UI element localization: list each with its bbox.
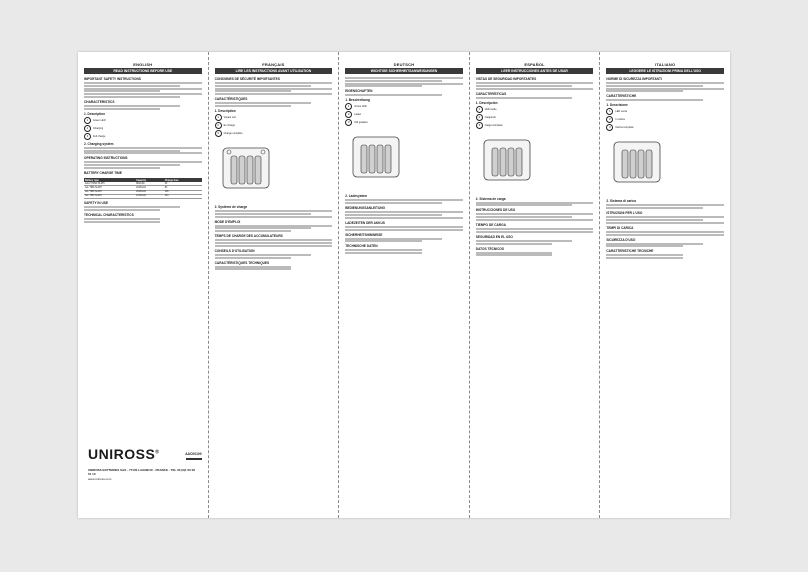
column-french <box>209 52 340 518</box>
charger-illustration <box>476 134 538 186</box>
step-item: 1 Voyant vert <box>215 114 333 121</box>
charger-illustration <box>215 142 277 194</box>
text-line <box>84 206 180 208</box>
title-bar: LEER INSTRUCCIONES ANTES DE USAR <box>476 68 594 74</box>
text-line <box>84 108 160 110</box>
text-line <box>345 217 463 219</box>
step-number-icon: 1 <box>476 106 483 113</box>
text-line <box>215 102 311 104</box>
text-line <box>606 207 702 209</box>
title-bar: LEGGERE LE ISTRUZIONI PRIMA DELL'USO <box>606 68 724 74</box>
section-heading: NORME DI SICUREZZA IMPORTANTI <box>606 77 662 81</box>
text-line <box>84 167 160 169</box>
section-heading: CARATTERISTICHE <box>606 94 637 99</box>
text-line <box>345 226 463 228</box>
text-line <box>215 213 311 215</box>
section-heading: SEGURIDAD EN EL USO <box>475 234 513 239</box>
step-number-icon: 1 <box>215 114 222 121</box>
text-line <box>84 147 202 149</box>
step-item: 2 En charge <box>215 122 333 129</box>
section-heading: LADEZEITEN DER AKKUS <box>345 220 385 225</box>
text-line <box>476 231 594 233</box>
text-line <box>345 202 441 204</box>
text-line <box>215 82 333 84</box>
step-item: 3 Carica completa <box>606 124 724 131</box>
text-line <box>345 85 421 87</box>
text-line <box>215 105 291 107</box>
section-heading: CARATTERISTICHE TECNICHE <box>606 249 654 254</box>
column-italian <box>600 52 730 518</box>
text-line <box>215 225 333 227</box>
section-heading: OPERATING INSTRUCTIONS <box>84 156 128 161</box>
text-line <box>606 219 702 221</box>
text-line <box>84 105 180 107</box>
section-heading: SAFETY IN USE <box>84 200 109 205</box>
step-number-icon: 3 <box>215 130 222 137</box>
text-line <box>345 249 421 251</box>
text-line <box>476 219 594 221</box>
text-line <box>476 252 552 254</box>
text-line <box>84 150 180 152</box>
step-number-icon: 3 <box>476 122 483 129</box>
step-item: 1 LED verde <box>476 106 594 113</box>
text-line <box>84 152 202 154</box>
step-item: 1 Green LED <box>84 117 202 124</box>
text-line <box>215 88 333 90</box>
text-line <box>215 93 333 95</box>
text-line <box>215 227 311 229</box>
text-line <box>606 254 682 256</box>
text-line <box>476 85 572 87</box>
text-line <box>215 90 291 92</box>
text-line <box>606 204 724 206</box>
text-line <box>606 257 682 259</box>
text-line <box>345 199 463 201</box>
text-line <box>606 231 724 233</box>
charger-illustration <box>606 136 668 188</box>
step-item: 3 Full charge <box>84 133 202 140</box>
language-label: DEUTSCH <box>393 62 415 67</box>
text-line <box>345 238 441 240</box>
text-line <box>476 243 552 245</box>
text-line <box>345 80 441 82</box>
text-line <box>215 266 291 268</box>
table-row: AA / HR6 Ni-MH 2100mAh 8h <box>84 186 202 190</box>
text-line <box>345 252 421 254</box>
text-line <box>476 240 572 242</box>
brand-logo: UNIROSS® <box>88 446 160 462</box>
text-line <box>84 96 180 98</box>
text-line <box>606 216 724 218</box>
company-address: UNIROSS BATTERIES SAS · 77100 LAGNEUX - FRANCE · TEL 33 (0)1 60 09 51 13 <box>88 468 195 476</box>
section-heading: TEMPS DE CHARGE DES ACCUMULATEURS <box>214 234 283 239</box>
text-line <box>215 239 333 241</box>
company-website: www.uniross.com <box>88 477 112 481</box>
text-line <box>84 218 160 220</box>
text-line <box>215 257 291 259</box>
text-line <box>606 90 682 92</box>
section-heading: 2. Sistema de carga <box>475 196 506 201</box>
section-heading: CARACTÉRISTIQUES <box>214 97 248 102</box>
step-item: 1 LED verde <box>606 108 724 115</box>
section-heading: 2. Charging system <box>84 141 114 146</box>
section-heading: SICUREZZA D'USO <box>606 237 636 242</box>
text-line <box>345 214 441 216</box>
title-bar: LIRE LES INSTRUCTIONS AVANT UTILISATION <box>215 68 333 74</box>
text-line <box>84 88 202 90</box>
step-number-icon: 2 <box>345 111 352 118</box>
step-item: 2 Cargando <box>476 114 594 121</box>
step-item: 3 Charge complète <box>215 130 333 137</box>
section-heading: 1. Description <box>84 111 106 116</box>
text-line <box>476 97 572 99</box>
text-line <box>84 82 202 84</box>
title-bar: WICHTIGE SICHERHEITSANWEISUNGEN <box>345 68 463 74</box>
section-heading: CARACTERÍSTICAS <box>475 91 507 96</box>
step-item: 1 Grüne LED <box>345 103 463 110</box>
text-line <box>606 222 724 224</box>
section-heading: CONSEILS D'UTILISATION <box>214 248 255 253</box>
text-line <box>476 216 572 218</box>
text-line <box>84 164 180 166</box>
section-heading: ISTRUZIONI PER L'USO <box>606 211 643 216</box>
text-line <box>215 254 311 256</box>
section-heading: BEDIENUNGSANLEITUNG <box>345 206 386 211</box>
section-heading: 2. Système de charge <box>214 204 248 209</box>
text-line <box>345 94 441 96</box>
text-line <box>215 245 333 247</box>
section-heading: CARACTÉRISTIQUES TECHNIQUES <box>214 260 270 265</box>
text-line <box>84 221 160 223</box>
text-line <box>606 85 702 87</box>
text-line <box>84 90 160 92</box>
text-line <box>476 82 594 84</box>
step-number-icon: 2 <box>215 122 222 129</box>
section-heading: 2. Sistema di carica <box>606 199 636 204</box>
text-line <box>345 83 463 85</box>
barcode-stamp <box>186 458 202 460</box>
instruction-leaflet <box>78 52 730 518</box>
text-line <box>345 240 421 242</box>
step-number-icon: 2 <box>84 125 91 132</box>
column-english <box>78 52 209 518</box>
language-label: ENGLISH <box>133 62 153 67</box>
step-item: 3 Carga completa <box>476 122 594 129</box>
section-heading: MODE D'EMPLOI <box>214 219 241 224</box>
language-label: ITALIANO <box>655 62 676 67</box>
section-heading: VISTAS DE SEGURIDAD IMPORTANTES <box>475 77 537 81</box>
table-row: AA / HR6 Ni-MH 2700mAh 11h <box>84 194 202 198</box>
text-line <box>476 228 594 230</box>
text-line <box>84 161 202 163</box>
text-line <box>606 234 724 236</box>
column-spanish <box>470 52 601 518</box>
section-heading: 1. Description <box>214 108 236 113</box>
text-line <box>606 243 702 245</box>
section-heading: INSTRUCCIONES DE USO <box>475 208 516 213</box>
step-number-icon: 1 <box>345 103 352 110</box>
charger-illustration <box>345 131 407 183</box>
table-row: AAA / HR03 Ni-MH 800mAh 6h <box>84 182 202 186</box>
language-label: ESPAÑOL <box>524 62 545 67</box>
text-line <box>215 230 291 232</box>
title-bar: READ INSTRUCTIONS BEFORE USE <box>84 68 202 74</box>
text-line <box>215 268 291 270</box>
step-number-icon: 3 <box>84 133 91 140</box>
text-line <box>476 88 594 90</box>
section-heading: 2. Ladesystem <box>345 194 368 199</box>
section-heading: SICHERHEITSHINWEISE <box>345 232 383 237</box>
step-item: 3 Voll geladen <box>345 119 463 126</box>
text-line <box>606 88 724 90</box>
section-heading: TECHNISCHE DATEN <box>345 244 378 249</box>
text-line <box>215 210 333 212</box>
charge-time-table: Battery type Capacity Charge time AAA / HR03 Ni-MH 800mAh 6h AA / HR6 Ni-MH 2100mAh 8h AA / HR6 Ni-MH 2500mAh 10h AA / HR6 Ni-MH 2700mAh 11h <box>84 178 202 199</box>
section-heading: BATTERY CHARGE TIME <box>84 170 122 175</box>
text-line <box>215 85 311 87</box>
text-line <box>215 216 333 218</box>
text-line <box>215 242 333 244</box>
text-line <box>84 93 202 95</box>
text-line <box>345 211 463 213</box>
section-heading: TEMPI DI CARICA <box>606 225 634 230</box>
section-heading: TIEMPO DE CARGA <box>475 222 506 227</box>
text-line <box>606 245 682 247</box>
section-heading: 1. Descripción <box>475 100 498 105</box>
text-line <box>345 77 463 79</box>
section-heading: DATOS TÉCNICOS <box>475 246 504 251</box>
section-heading: CONSIGNES DE SÉCURITÉ IMPORTANTES <box>214 77 280 81</box>
text-line <box>476 202 594 204</box>
step-number-icon: 3 <box>606 124 613 131</box>
language-label: FRANÇAIS <box>262 62 285 67</box>
text-line <box>606 99 702 101</box>
text-line <box>84 209 160 211</box>
text-line <box>345 229 463 231</box>
step-item: 2 In carica <box>606 116 724 123</box>
registered-icon: ® <box>155 449 160 456</box>
table-row: AA / HR6 Ni-MH 2500mAh 10h <box>84 190 202 194</box>
step-number-icon: 1 <box>606 108 613 115</box>
step-item: 2 Laden <box>345 111 463 118</box>
section-heading: TECHNICAL CHARACTERISTICS <box>84 212 134 217</box>
step-number-icon: 1 <box>84 117 91 124</box>
section-heading: IMPORTANT SAFETY INSTRUCTIONS <box>84 77 141 81</box>
text-line <box>476 213 594 215</box>
text-line <box>476 254 552 256</box>
section-heading: 1. Beschreibung <box>345 98 370 103</box>
section-heading: CHARACTERISTICS <box>84 99 115 104</box>
step-number-icon: 2 <box>476 114 483 121</box>
step-number-icon: 2 <box>606 116 613 123</box>
document-code: AAC00100 <box>185 452 202 456</box>
section-heading: EIGENSCHAFTEN <box>345 89 373 94</box>
step-item: 2 Charging <box>84 125 202 132</box>
text-line <box>476 204 572 206</box>
text-line <box>84 85 180 87</box>
step-number-icon: 3 <box>345 119 352 126</box>
text-line <box>606 82 724 84</box>
column-german <box>339 52 470 518</box>
section-heading: 1. Descrizione <box>606 103 628 108</box>
